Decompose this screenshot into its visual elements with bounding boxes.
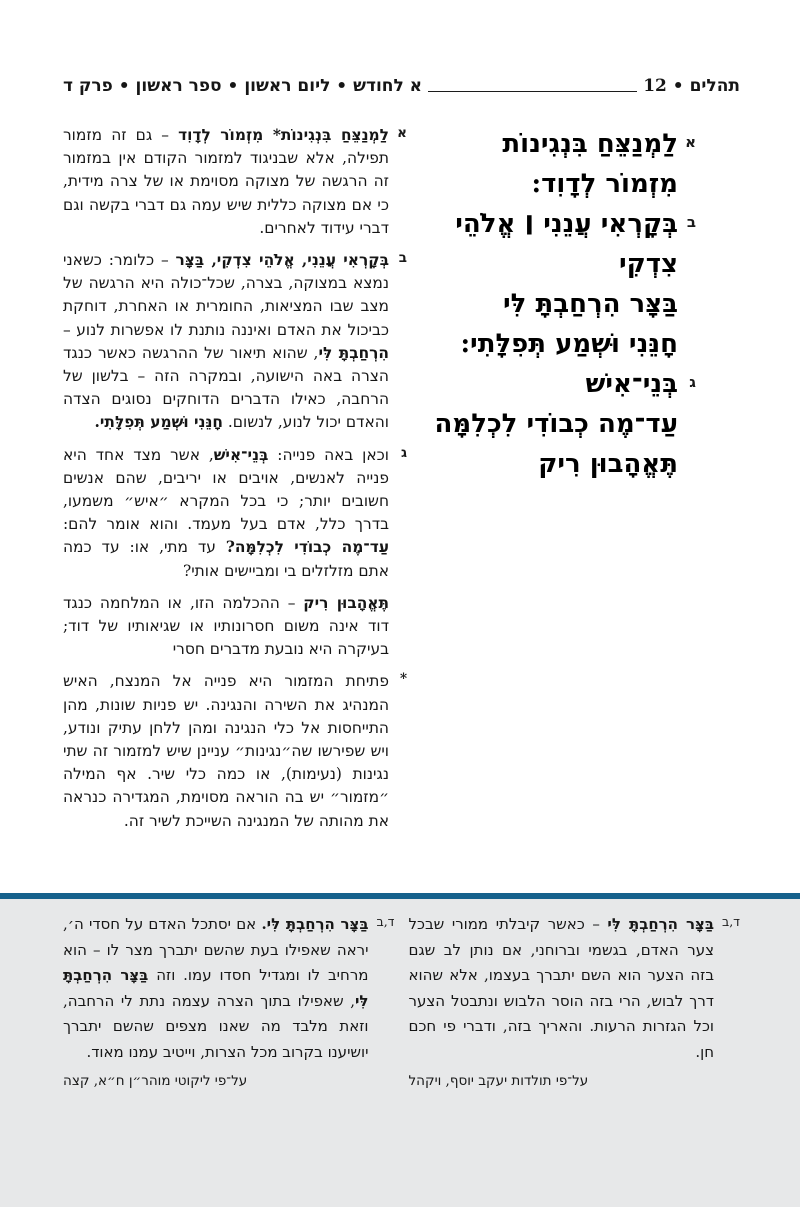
- footnote-text: [409, 912, 715, 1066]
- paragraph-text: [63, 249, 389, 435]
- psalm-line: בְּקָרְאִי עֲנֵנִי ׀ אֱלֹהֵי צִדְקִי: [455, 209, 678, 279]
- body-text: , אשר מצד אחד היא פנייה לאנשים, אויבים או יריבים, שהם אנשים חשובים יותר; כי בכל המקרא ״איש״ משמעו, בדרך כלל, אדם בעל מעמד. והוא אומר להם:: [63, 445, 389, 534]
- paragraph-marker: ב: [398, 250, 407, 267]
- bold-lead-text: תֶּאֱהָבוּן רִיק: [303, 593, 389, 612]
- body-text: , שהוא תיאור של ההרגשה כאשר כנגד הצרה באה הישועה, ובמקרה הזה – בלשון של הרחבה, כאילו הדברים הדוחקים נסוגים הצדה והאדם יכול לנוע, לנשום.: [63, 343, 389, 432]
- footnote-attribution: על־פי ליקוטי מוהר״ן ח״א, קצה: [63, 1072, 248, 1089]
- body-text: וכאן באה פנייה:: [268, 445, 389, 464]
- commentary-paragraph: [63, 444, 407, 583]
- commentary-paragraph: [63, 592, 407, 662]
- commentary-paragraph: [63, 124, 407, 240]
- verse-lines: [420, 124, 678, 204]
- paragraph-marker: א: [397, 125, 407, 141]
- psalm-line: בְּנֵי־אִישׁ: [585, 369, 678, 399]
- footnote-columns: [63, 912, 740, 1089]
- body-text: – כאשר קיבלתי ממורי שבכל צער האדם, בגשמי וברוחני, אם נותן לב שגם בזה הצער הוא השם יתברך בעצמו, אלא שהוא דרך לבוש, הרי בזה הוסר הלבוש ונתבטל הצער וכל הגזרות הרעות. והאריך בזה, ודברי פי חכם חן.: [408, 915, 714, 1061]
- verse-lines: [420, 204, 678, 364]
- paragraph-marker: ג: [400, 444, 407, 461]
- body-text: – ההכלמה הזו, או המלחמה כנגד דוד אינה משום חסרונותיו או שגיאותיו של דוד; בעיקרה היא נובעת מדברים חסרי: [63, 593, 389, 659]
- commentary-paragraph: [63, 249, 407, 435]
- body-text: פתיחת המזמור היא פנייה אל המנצח, האיש המנהיג את השירה והנגינה. יש פניות שונות, מהן התייחסות אל כלי הנגינה ומהן ללחן עתיק ונודע, ויש שפירשו שה״נגינות״ עניינן שיש למזמור זה שתי נגינות (נעימות), או כמה כלי שיר. אף המילה ״מזמור״ יש בה הוראה מסוימת, המגדירה כנראה את מהותה של המנגינה השייכת לשיר זה.: [63, 672, 389, 830]
- footnote-body: [63, 912, 369, 1089]
- paragraph-marker: [389, 592, 407, 662]
- psalm-verse: [420, 124, 740, 204]
- psalm-verse: [420, 364, 740, 484]
- paragraph-marker: *: [399, 671, 407, 688]
- body-text: , שאפילו בתוך הצרה עצמה נתת לי הרחבה, וזאת מלבד מה שאנו מצפים שהשם יתברך יושיענו בקרוב מכל הצרות, וייטיב עמנו מאוד.: [63, 991, 369, 1061]
- bold-lead-text: בַּצָּר הִרְחַבְתָּ לִּי.: [261, 915, 369, 933]
- paragraph-text: [63, 670, 389, 832]
- footnote-left: [63, 912, 395, 1089]
- footnote-attribution: על־פי תולדות יעקב יוסף, ויקהל: [408, 1072, 589, 1089]
- verse-number: ג: [689, 373, 696, 391]
- psalm-line: מִזְמוֹר לְדָוִד:: [531, 169, 678, 199]
- paragraph-text: [63, 592, 389, 662]
- footnote-marker: ד,ב: [376, 914, 395, 929]
- psalm-line: לַמְנַצֵּחַ בִּנְגִינוֹת: [502, 129, 678, 159]
- psalm-line: עַד־מֶה כְבוֹדִי לִכְלִמָּה: [434, 409, 678, 439]
- paragraph-text: [63, 124, 389, 240]
- commentary-column: [63, 124, 407, 842]
- bold-lead-text: עַד־מֶה כְבוֹדִי לִכְלִמָּה?: [225, 538, 390, 557]
- bold-lead-text: בְּקָרְאִי עֲנֵנִי, אֱלֹהֵי צִדְקִי, בַּצָּר: [175, 251, 389, 270]
- psalm-column: [420, 124, 740, 484]
- psalm-line: תֶּאֱהָבוּן רִיק: [538, 449, 678, 479]
- header-section-label: א לחודש • ליום ראשון • ספר ראשון • פרק ד: [63, 76, 423, 96]
- bold-lead-text: בַּצָּר הִרְחַבְתָּ לִּי: [607, 915, 714, 933]
- header-divider-line: [428, 91, 637, 92]
- paragraph-text: [63, 444, 389, 583]
- verse-lines: [420, 364, 678, 484]
- psalm-verse: [420, 204, 740, 364]
- body-text: – גם זה מזמור תפילה, אלא שבניגוד למזמור הקודם אין במזמור זה הרגשה של מצוקה מסוימת או של צרה מידית, כי אם מצוקה כללית שיש עמה גם דברי בקשה וגם דברי עידוד לאחרים.: [63, 126, 389, 237]
- body-text: – כלומר: כשאני נמצא במצוקה, בצרה, שכל־כולה היא הרגשה של מצב שבו המציאות, החומרית או האחרת, דוחקת כביכול את האדם ואיננה נותנת לו אפשרות לנוע –: [63, 251, 389, 339]
- footnotes-background: [0, 899, 800, 1207]
- bold-lead-text: חָנֵּנִי וּשְׁמַע תְּפִלָּתִי.: [94, 413, 224, 432]
- main-content: [63, 124, 740, 842]
- commentary-paragraph: [63, 670, 407, 832]
- verse-number: א: [685, 133, 696, 151]
- body-text: אם יסתכל האדם על חסדי ה׳, יראה שאפילו בעת שהשם יתברך מצר לו – הוא מרחיב לו ומגדיל חסדו עמו. וזה: [63, 915, 369, 985]
- book-title-and-page-number: תהלים • 12: [643, 76, 740, 96]
- footnote-body: [409, 912, 715, 1089]
- bold-lead-text: לַמְנַצֵּחַ בִּנְגִינוֹת* מִזְמוֹר לְדָוִד: [178, 126, 389, 144]
- footnote-marker: ד,ב: [721, 914, 740, 929]
- psalm-line: חָנֵּנִי וּשְׁמַע תְּפִלָּתִי:: [460, 329, 678, 359]
- verse-number: ב: [686, 213, 696, 231]
- bold-lead-text: בְּנֵי־אִישׁ: [213, 445, 269, 464]
- bold-lead-text: בַּצָּר הִרְחַבְתָּ לִּי: [63, 966, 369, 1010]
- body-text: עד מתי, או: עד כמה אתם מזלזלים בי ומביישים אותי?: [63, 538, 389, 580]
- psalm-line: בַּצָּר הִרְחַבְתָּ לִּי: [503, 289, 678, 319]
- footnotes-section: [0, 893, 800, 1207]
- page-header: [63, 76, 740, 96]
- footnote-text: [63, 912, 369, 1066]
- footnote-right: [409, 912, 741, 1089]
- bold-lead-text: הִרְחַבְתָּ לִּי: [318, 343, 390, 362]
